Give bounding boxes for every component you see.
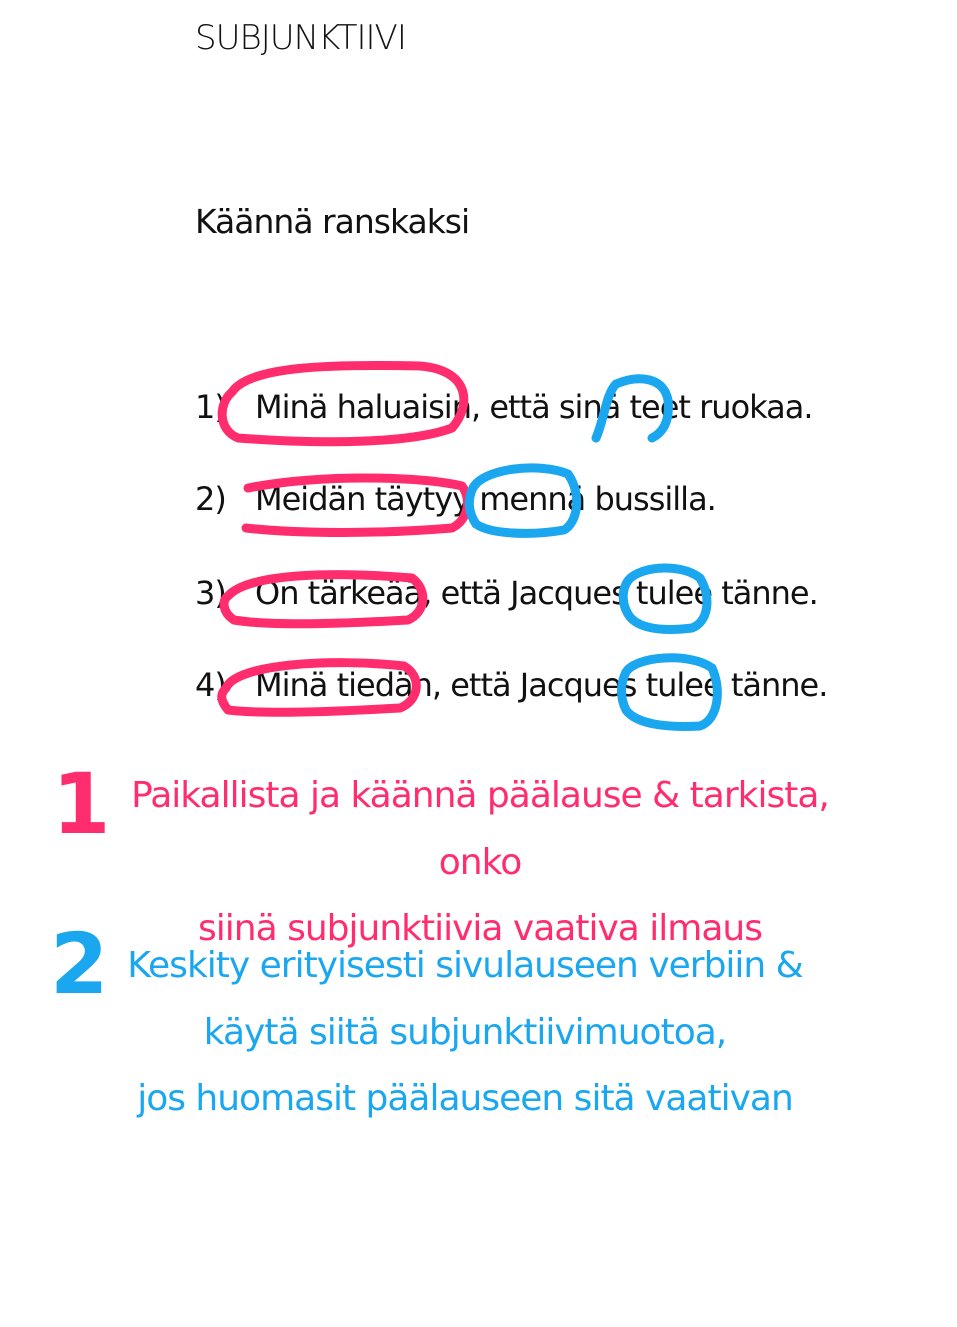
step-1-line: siinä subjunktiivia vaativa ilmaus xyxy=(198,908,762,950)
sentence-number: 2) xyxy=(195,480,226,518)
sentence-1 xyxy=(195,388,813,426)
step-2-line: Keskity erityisesti sivulauseen verbiin & xyxy=(127,945,803,986)
step-2-note xyxy=(110,933,820,1133)
sentence-number: 4) xyxy=(195,666,226,704)
sentence-text: On tärkeää, että Jacques tulee tänne. xyxy=(255,574,818,612)
sentence-4 xyxy=(195,666,827,704)
sentence-text: Meidän täytyy mennä bussilla. xyxy=(255,480,716,518)
sentence-text: Minä tiedän, että Jacques tulee tänne. xyxy=(255,666,828,704)
sentence-2 xyxy=(195,480,716,518)
sentence-3 xyxy=(195,574,818,612)
sentence-text: Minä haluaisin, että sinä teet ruokaa. xyxy=(255,388,813,426)
step-1-number: 1 xyxy=(52,755,111,853)
page-title: SUBJUNKTIIVI xyxy=(195,18,406,58)
instruction: Käännä ranskaksi xyxy=(195,202,470,241)
step-2-line: käytä siitä subjunktiivimuotoa, xyxy=(203,1011,727,1053)
sentence-number: 3) xyxy=(195,574,226,612)
sentence-number: 1) xyxy=(195,388,226,426)
step-1-line: Paikallista ja käännä päälause & tarkista, onko xyxy=(131,775,829,883)
step-2-number: 2 xyxy=(50,915,109,1013)
step-2-line: jos huomasit päälauseen sitä vaativan xyxy=(137,1078,793,1120)
